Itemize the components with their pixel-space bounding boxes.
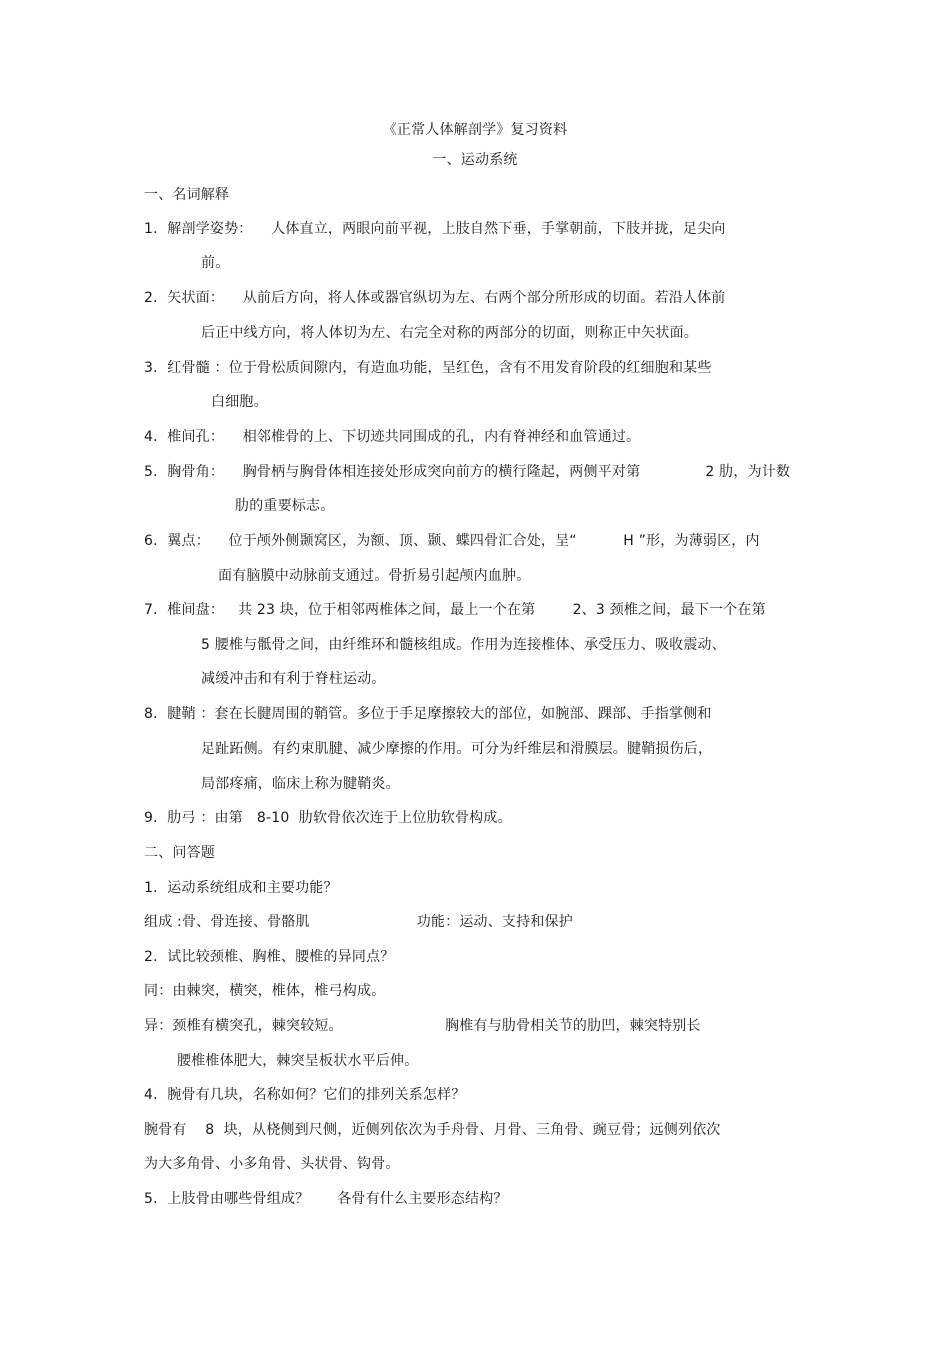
question-2: 2．试比较颈椎、胸椎、腰椎的异同点？ [144, 949, 395, 965]
answer-2-diff: 异：颈椎有横突孔，棘突较短。 胸椎有与肋骨相关节的肋凹，棘突特别长 [144, 1018, 701, 1034]
section-heading-qa: 二、问答题 [144, 845, 215, 861]
term-8-line-3: 局部疼痛，临床上称为腱鞘炎。 [201, 776, 400, 792]
question-4: 4．腕骨有几块，名称如何？它们的排列关系怎样？ [144, 1087, 466, 1103]
term-1-line-1: 1．解剖学姿势： 人体直立，两眼向前平视，上肢自然下垂，手掌朝前，下肢并拢，足尖向 [144, 221, 726, 237]
term-1-line-2: 前。 [201, 255, 230, 271]
question-1: 1．运动系统组成和主要功能？ [144, 880, 338, 896]
term-2-line-2: 后正中线方向，将人体切为左、右完全对称的两部分的切面，则称正中矢状面。 [201, 325, 698, 341]
question-5: 5．上肢骨由哪些骨组成？ 各骨有什么主要形态结构？ [144, 1191, 508, 1207]
section-heading-terms: 一、名词解释 [144, 187, 230, 203]
term-7-line-1: 7．椎间盘： 共 23 块，位于相邻两椎体之间，最上一个在第 2、3 颈椎之间，最下一个在第 [144, 602, 766, 618]
term-3-line-1: 3．红骨髓 ：位于骨松质间隙内，有造血功能，呈红色，含有不用发育阶段的红细胞和某些 [144, 360, 712, 376]
term-6-line-1: 6．翼点： 位于颅外侧颞窝区，为额、顶、颞、蝶四骨汇合处，呈“ H ”形，为薄弱区，内 [144, 533, 760, 549]
term-7-line-3: 减缓冲击和有利于脊柱运动。 [201, 671, 386, 687]
document-title: 《正常人体解剖学》复习资料 [382, 122, 568, 138]
term-7-line-2: 5 腰椎与骶骨之间，由纤维环和髓核组成。作用为连接椎体、承受压力、吸收震动、 [201, 637, 726, 653]
term-5-line-1: 5．胸骨角： 胸骨柄与胸骨体相连接处形成突向前方的横行隆起，两侧平对第 2 肋，为计数 [144, 464, 791, 480]
answer-2-diff-continued: 腰椎椎体肥大，棘突呈板状水平后伸。 [177, 1053, 419, 1069]
term-2-line-1: 2．矢状面： 从前后方向，将人体或器官纵切为左、右两个部分所形成的切面。若沿人体前 [144, 290, 726, 306]
term-8-line-1: 8．腱鞘 ：套在长腱周围的鞘管。多位于手足摩擦较大的部位，如腕部、踝部、手指掌侧和 [144, 706, 712, 722]
term-4-line-1: 4．椎间孔： 相邻椎骨的上、下切迹共同围成的孔，内有脊神经和血管通过。 [144, 429, 641, 445]
term-6-line-2: 面有脑膜中动脉前支通过。骨折易引起颅内血肿。 [218, 568, 531, 584]
chapter-heading: 一、运动系统 [432, 152, 518, 168]
answer-1: 组成 :骨、骨连接、骨骼肌 功能：运动、支持和保护 [144, 914, 573, 930]
answer-2-same: 同：由棘突，横突，椎体，椎弓构成。 [144, 983, 386, 999]
term-5-line-2: 肋的重要标志。 [235, 498, 335, 514]
answer-4-line-2: 为大多角骨、小多角骨、头状骨、钩骨。 [144, 1156, 400, 1172]
term-9-line-1: 9．肋弓 ：由第 8-10 肋软骨依次连于上位肋软骨构成。 [144, 810, 512, 826]
term-3-line-2: 白细胞。 [211, 394, 268, 410]
term-8-line-2: 足趾跖侧。有约束肌腱、减少摩擦的作用。可分为纤维层和滑膜层。腱鞘损伤后， [201, 741, 713, 757]
answer-4-line-1: 腕骨有 8 块，从桡侧到尺侧，近侧列依次为手舟骨、月骨、三角骨、豌豆骨；远侧列依次 [144, 1122, 721, 1138]
